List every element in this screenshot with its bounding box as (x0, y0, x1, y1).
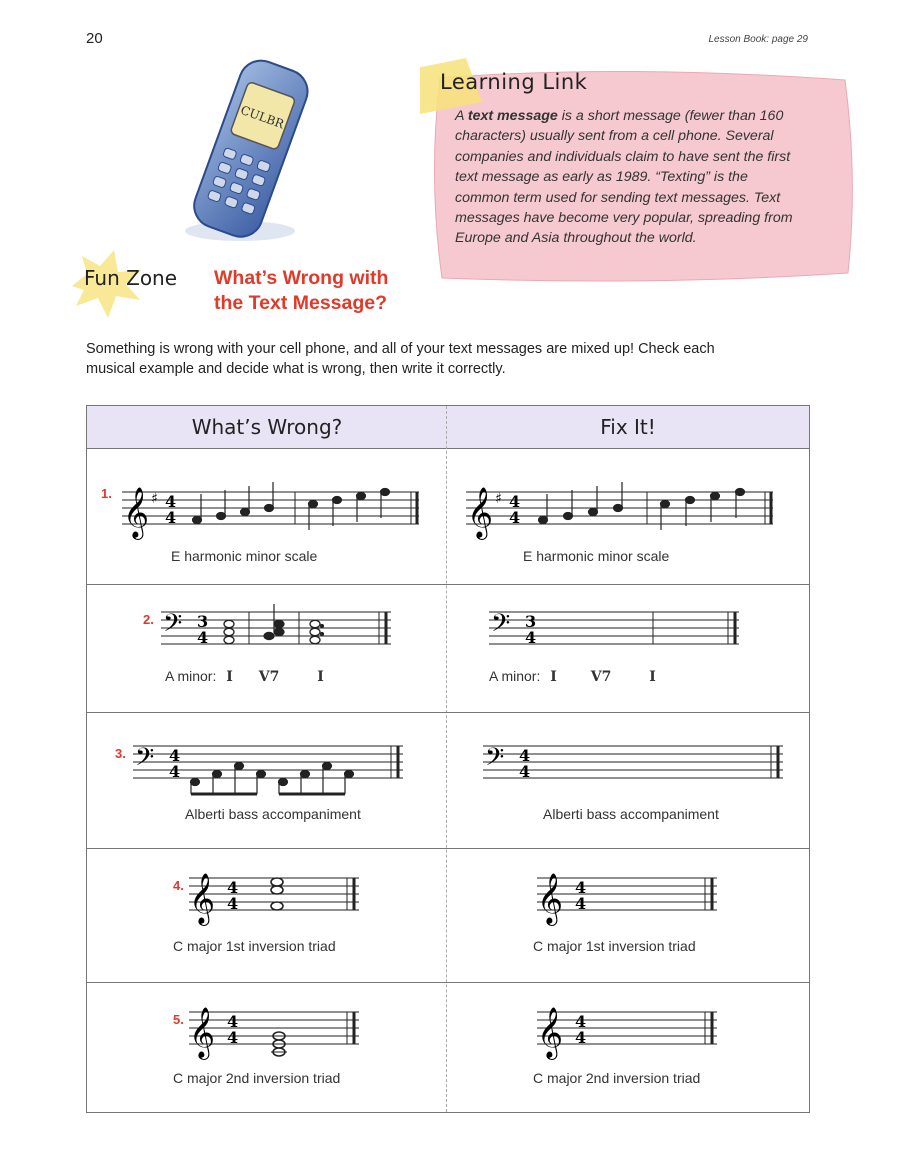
fun-zone-label: Fun Zone (84, 266, 178, 290)
roman-numeral: I (317, 669, 324, 685)
staff-wrong-4 (187, 858, 367, 934)
time-sig-top: 4 (227, 1012, 239, 1031)
time-sig-top: 4 (165, 492, 177, 511)
time-sig-bottom: 4 (169, 762, 181, 781)
caption-fix-2: A minor: I V7 I (489, 668, 656, 685)
exercise-table (86, 405, 810, 1113)
caption-fix-4: C major 1st inversion triad (533, 938, 696, 954)
exercise-number: 5. (173, 1012, 184, 1027)
caption-fix-3: Alberti bass accompaniment (543, 806, 719, 822)
roman-numeral: I (550, 669, 557, 685)
lesson-reference: Lesson Book: page 29 (708, 34, 808, 45)
phone-screen-text: CULBR (238, 102, 286, 132)
caption-wrong-4: C major 1st inversion triad (173, 938, 336, 954)
learning-link-text: A text message is a short message (fewer than 160 characters) usually sent from a cell phone. Several companies and individuals claim to have sent the first text message as early as 1989. “Texting” is the common term used for sending text messages. Text messages have become very popular, spreading from Europe and Asia throughout the world. (455, 108, 793, 247)
caption-fix-5: C major 2nd inversion triad (533, 1070, 701, 1086)
bass-clef-icon: 𝄢 (491, 609, 511, 644)
caption-wrong-2: A minor: I V7 I (165, 668, 324, 685)
time-sig-bottom: 4 (197, 628, 209, 647)
fun-zone-title: What’s Wrong with the Text Message? (214, 267, 389, 314)
bass-clef-icon: 𝄢 (135, 743, 155, 778)
staff-wrong-3 (131, 736, 411, 796)
row-separator (87, 584, 809, 585)
roman-numeral: V7 (590, 669, 612, 685)
caption-wrong-5: C major 2nd inversion triad (173, 1070, 341, 1086)
roman-numeral: I (226, 669, 233, 685)
caption-wrong-1: E harmonic minor scale (171, 548, 318, 564)
treble-clef-icon: 𝄞 (123, 487, 150, 538)
staff-wrong-1 (117, 472, 427, 542)
staff-fix-2 (487, 602, 747, 658)
learning-link-title: Learning Link (440, 70, 588, 94)
text-message-term: text message (467, 108, 558, 124)
exercise-number: 2. (143, 612, 154, 627)
caption-wrong-3: Alberti bass accompaniment (185, 806, 361, 822)
page-number: 20 (86, 30, 103, 47)
staff-fix-3 (481, 736, 791, 796)
time-sig-bottom: 4 (509, 508, 521, 527)
time-sig-top: 3 (197, 612, 209, 631)
time-sig-bottom: 4 (227, 894, 239, 913)
treble-clef-icon: 𝄞 (189, 873, 216, 924)
sharp-icon: ♯ (151, 491, 158, 507)
exercise-number: 4. (173, 878, 184, 893)
time-sig-top: 4 (575, 878, 587, 897)
time-sig-bottom: 4 (525, 628, 537, 647)
column-header-whats-wrong: What’s Wrong? (87, 406, 447, 449)
column-divider (446, 406, 447, 1112)
exercise-number: 1. (101, 486, 112, 501)
bass-clef-icon: 𝄢 (163, 609, 183, 644)
time-sig-top: 4 (509, 492, 521, 511)
staff-wrong-2 (159, 602, 399, 658)
row-separator (87, 712, 809, 713)
time-sig-bottom: 4 (519, 762, 531, 781)
treble-clef-icon: 𝄞 (537, 1007, 564, 1058)
roman-numeral: V7 (258, 669, 280, 685)
row-separator (87, 982, 809, 983)
treble-clef-icon: 𝄞 (537, 873, 564, 924)
bass-clef-icon: 𝄢 (485, 743, 505, 778)
column-header-fix-it: Fix It! (447, 406, 809, 449)
cell-phone-illustration (170, 56, 330, 246)
roman-numeral: I (649, 669, 656, 685)
treble-clef-icon: 𝄞 (189, 1007, 216, 1058)
row-separator (87, 848, 809, 849)
time-sig-top: 3 (525, 612, 537, 631)
time-sig-top: 4 (169, 746, 181, 765)
staff-fix-4 (535, 858, 725, 934)
staff-fix-1 (461, 472, 781, 542)
time-sig-bottom: 4 (575, 1028, 587, 1047)
time-sig-bottom: 4 (227, 1028, 239, 1047)
caption-fix-1: E harmonic minor scale (523, 548, 670, 564)
time-sig-top: 4 (227, 878, 239, 897)
time-sig-top: 4 (519, 746, 531, 765)
instructions: Something is wrong with your cell phone, and all of your text messages are mixed up! Check each musical example and decide what is wrong, then write it correctly. (86, 341, 715, 377)
time-sig-bottom: 4 (165, 508, 177, 527)
exercise-number: 3. (115, 746, 126, 761)
staff-fix-5 (535, 992, 725, 1068)
staff-wrong-5 (187, 992, 367, 1068)
time-sig-top: 4 (575, 1012, 587, 1031)
time-sig-bottom: 4 (575, 894, 587, 913)
treble-clef-icon: 𝄞 (467, 487, 494, 538)
sharp-icon: ♯ (495, 491, 502, 507)
